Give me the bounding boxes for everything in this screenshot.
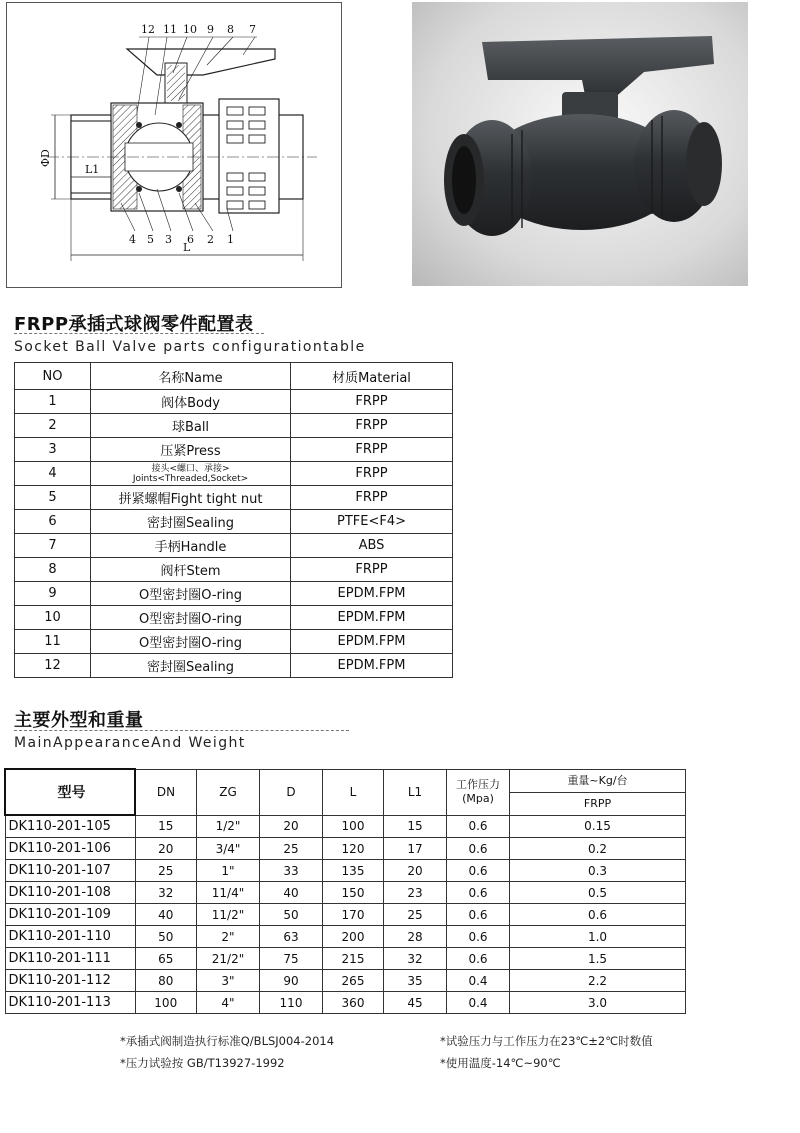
dims-cell-l: 170	[323, 904, 384, 926]
part-material: FRPP	[291, 438, 453, 462]
dims-row	[5, 882, 686, 904]
callout-bottom-3: 3	[165, 233, 172, 246]
dims-cell-zg: 3"	[197, 970, 260, 992]
dims-cell-weight: 0.2	[510, 838, 686, 860]
part-material: FRPP	[291, 414, 453, 438]
dims-cell-pressure: 0.6	[447, 948, 510, 970]
dims-cell-dn: 15	[135, 815, 197, 838]
parts-row	[15, 390, 453, 414]
dims-cell-d: 50	[260, 904, 323, 926]
technical-drawing	[6, 2, 342, 288]
part-material: ABS	[291, 534, 453, 558]
dims-title-rule	[14, 730, 349, 731]
dims-row	[5, 815, 686, 838]
dim-l-label: L	[183, 241, 191, 254]
dims-cell-pressure: 0.6	[447, 882, 510, 904]
callout-top-8: 8	[227, 23, 234, 36]
dims-cell-dn: 100	[135, 992, 197, 1014]
parts-row	[15, 558, 453, 582]
dims-row	[5, 926, 686, 948]
parts-row	[15, 654, 453, 678]
note-standard: *承插式阀制造执行标准Q/BLSJ004-2014	[120, 1034, 335, 1048]
parts-row	[15, 534, 453, 558]
dims-cell-zg: 21/2"	[197, 948, 260, 970]
dims-row	[5, 970, 686, 992]
dims-cell-zg: 3/4"	[197, 838, 260, 860]
dims-cell-d: 20	[260, 815, 323, 838]
dims-cell-d: 63	[260, 926, 323, 948]
part-no: 1	[15, 390, 91, 414]
parts-table	[14, 362, 453, 678]
part-name	[91, 462, 291, 486]
dims-cell-l: 120	[323, 838, 384, 860]
part-name-en: Joints<Threaded,Socket>	[132, 473, 249, 484]
callout-top-7: 7	[249, 23, 256, 36]
dims-header-l1: L1	[384, 769, 447, 815]
dims-row	[5, 904, 686, 926]
dim-phi-d-label: ΦD	[39, 149, 52, 167]
dims-cell-zg: 1"	[197, 860, 260, 882]
parts-row	[15, 462, 453, 486]
parts-header-row	[15, 363, 453, 390]
dims-row	[5, 860, 686, 882]
dims-cell-l: 360	[323, 992, 384, 1014]
dims-cell-l: 215	[323, 948, 384, 970]
callout-bottom-4: 4	[129, 233, 136, 246]
dims-cell-dn: 40	[135, 904, 197, 926]
callout-top-11: 11	[163, 23, 177, 36]
part-name: 密封圈Sealing	[91, 654, 291, 678]
part-name: 阀杆Stem	[91, 558, 291, 582]
dims-cell-model: DK110-201-106	[5, 838, 135, 860]
dims-cell-dn: 80	[135, 970, 197, 992]
dims-cell-zg: 2"	[197, 926, 260, 948]
dims-cell-dn: 20	[135, 838, 197, 860]
dims-cell-l1: 25	[384, 904, 447, 926]
dims-cell-model: DK110-201-110	[5, 926, 135, 948]
part-name: 拼紧螺帽Fight tight nut	[91, 486, 291, 510]
part-no: 10	[15, 606, 91, 630]
note-pressure-test: *压力试验按 GB/T13927-1992	[120, 1056, 285, 1070]
dims-cell-model: DK110-201-108	[5, 882, 135, 904]
dims-cell-l1: 45	[384, 992, 447, 1014]
part-no: 6	[15, 510, 91, 534]
dims-cell-model: DK110-201-107	[5, 860, 135, 882]
dims-header-zg: ZG	[197, 769, 260, 815]
dims-cell-pressure: 0.6	[447, 815, 510, 838]
dims-cell-pressure: 0.6	[447, 838, 510, 860]
parts-row	[15, 486, 453, 510]
dims-cell-pressure: 0.6	[447, 926, 510, 948]
part-name: O型密封圈O-ring	[91, 582, 291, 606]
callout-top-10: 10	[183, 23, 197, 36]
dims-cell-l: 100	[323, 815, 384, 838]
parts-row	[15, 582, 453, 606]
part-material: EPDM.FPM	[291, 630, 453, 654]
callout-bottom-6: 6	[187, 233, 194, 246]
dims-header-weight: 重量~Kg/台	[510, 769, 686, 792]
dims-cell-pressure: 0.4	[447, 992, 510, 1014]
dims-cell-d: 40	[260, 882, 323, 904]
part-no: 9	[15, 582, 91, 606]
part-no: 2	[15, 414, 91, 438]
dims-row	[5, 948, 686, 970]
dims-cell-model: DK110-201-112	[5, 970, 135, 992]
dims-header-d: D	[260, 769, 323, 815]
dims-cell-dn: 65	[135, 948, 197, 970]
dims-cell-l1: 20	[384, 860, 447, 882]
dims-cell-model: DK110-201-113	[5, 992, 135, 1014]
dims-cell-l1: 17	[384, 838, 447, 860]
callout-top-9: 9	[207, 23, 214, 36]
dims-cell-dn: 32	[135, 882, 197, 904]
pressure-label: 工作压力	[456, 778, 500, 791]
part-material: FRPP	[291, 558, 453, 582]
dims-header-row	[5, 769, 686, 792]
parts-row	[15, 630, 453, 654]
dims-cell-l: 150	[323, 882, 384, 904]
part-material: EPDM.FPM	[291, 582, 453, 606]
pressure-unit: (Mpa)	[462, 792, 494, 805]
dims-cell-weight: 0.15	[510, 815, 686, 838]
callout-top-12: 12	[141, 23, 155, 36]
note-test-pressure: *试验压力与工作压力在23℃±2℃时数值	[440, 1034, 653, 1048]
parts-row	[15, 438, 453, 462]
dims-header-pressure	[447, 769, 510, 815]
part-no: 4	[15, 462, 91, 486]
dims-cell-zg: 11/2"	[197, 904, 260, 926]
part-name: 手柄Handle	[91, 534, 291, 558]
parts-header-no: NO	[15, 363, 91, 390]
part-no: 11	[15, 630, 91, 654]
dims-cell-weight: 1.5	[510, 948, 686, 970]
callout-bottom-5: 5	[147, 233, 154, 246]
dim-l1-label: L1	[85, 163, 100, 176]
parts-row	[15, 510, 453, 534]
part-name: O型密封圈O-ring	[91, 606, 291, 630]
dims-cell-l1: 23	[384, 882, 447, 904]
dims-header-weight-frpp: FRPP	[510, 792, 686, 815]
parts-title-en: Socket Ball Valve parts configurationtable	[14, 339, 366, 355]
dims-cell-d: 90	[260, 970, 323, 992]
dims-cell-l1: 35	[384, 970, 447, 992]
part-material: FRPP	[291, 390, 453, 414]
parts-title-cn: FRPP承插式球阀零件配置表	[14, 314, 254, 335]
dims-body	[5, 815, 686, 1014]
dims-header-model: 型号	[5, 769, 135, 815]
dims-cell-l: 135	[323, 860, 384, 882]
part-no: 3	[15, 438, 91, 462]
dims-cell-d: 25	[260, 838, 323, 860]
dims-cell-l1: 15	[384, 815, 447, 838]
dims-cell-d: 110	[260, 992, 323, 1014]
dims-header-dn: DN	[135, 769, 197, 815]
dims-cell-d: 75	[260, 948, 323, 970]
dims-cell-weight: 0.6	[510, 904, 686, 926]
dims-header-l: L	[323, 769, 384, 815]
dims-cell-l: 200	[323, 926, 384, 948]
dims-cell-d: 33	[260, 860, 323, 882]
dims-title-en: MainAppearanceAnd Weight	[14, 735, 246, 751]
part-no: 7	[15, 534, 91, 558]
dims-cell-l1: 32	[384, 948, 447, 970]
dims-cell-model: DK110-201-111	[5, 948, 135, 970]
product-photo	[412, 2, 748, 286]
dims-cell-weight: 0.3	[510, 860, 686, 882]
part-name: 压紧Press	[91, 438, 291, 462]
dims-cell-weight: 1.0	[510, 926, 686, 948]
dims-cell-model: DK110-201-105	[5, 815, 135, 838]
dims-row	[5, 992, 686, 1014]
part-name: 球Ball	[91, 414, 291, 438]
parts-header-name: 名称Name	[91, 363, 291, 390]
part-name: O型密封圈O-ring	[91, 630, 291, 654]
dims-cell-dn: 50	[135, 926, 197, 948]
dims-cell-pressure: 0.6	[447, 904, 510, 926]
ball-valve-image	[412, 2, 748, 286]
part-material: FRPP	[291, 462, 453, 486]
dims-cell-zg: 11/4"	[197, 882, 260, 904]
parts-title-rule	[14, 333, 264, 334]
valve-section-drawing	[7, 3, 343, 289]
part-no: 5	[15, 486, 91, 510]
dims-cell-weight: 2.2	[510, 970, 686, 992]
dims-cell-dn: 25	[135, 860, 197, 882]
dimensions-table	[4, 768, 686, 1014]
dims-cell-l1: 28	[384, 926, 447, 948]
dims-row	[5, 838, 686, 860]
dims-cell-weight: 0.5	[510, 882, 686, 904]
part-no: 12	[15, 654, 91, 678]
dims-cell-model: DK110-201-109	[5, 904, 135, 926]
part-name: 阀体Body	[91, 390, 291, 414]
dims-cell-pressure: 0.4	[447, 970, 510, 992]
part-material: PTFE<F4>	[291, 510, 453, 534]
part-name: 密封圈Sealing	[91, 510, 291, 534]
parts-row	[15, 414, 453, 438]
dims-cell-pressure: 0.6	[447, 860, 510, 882]
parts-header-material: 材质Material	[291, 363, 453, 390]
dims-cell-zg: 4"	[197, 992, 260, 1014]
part-no: 8	[15, 558, 91, 582]
parts-row	[15, 606, 453, 630]
part-material: EPDM.FPM	[291, 654, 453, 678]
dims-title-cn: 主要外型和重量	[14, 710, 144, 731]
note-temperature: *使用温度-14℃~90℃	[440, 1056, 561, 1070]
callout-bottom-1: 1	[227, 233, 234, 246]
part-name-cn: 接头<螺口、承接>	[151, 463, 230, 474]
dims-cell-zg: 1/2"	[197, 815, 260, 838]
dims-cell-l: 265	[323, 970, 384, 992]
dims-cell-weight: 3.0	[510, 992, 686, 1014]
part-material: FRPP	[291, 486, 453, 510]
part-material: EPDM.FPM	[291, 606, 453, 630]
callout-bottom-2: 2	[207, 233, 214, 246]
